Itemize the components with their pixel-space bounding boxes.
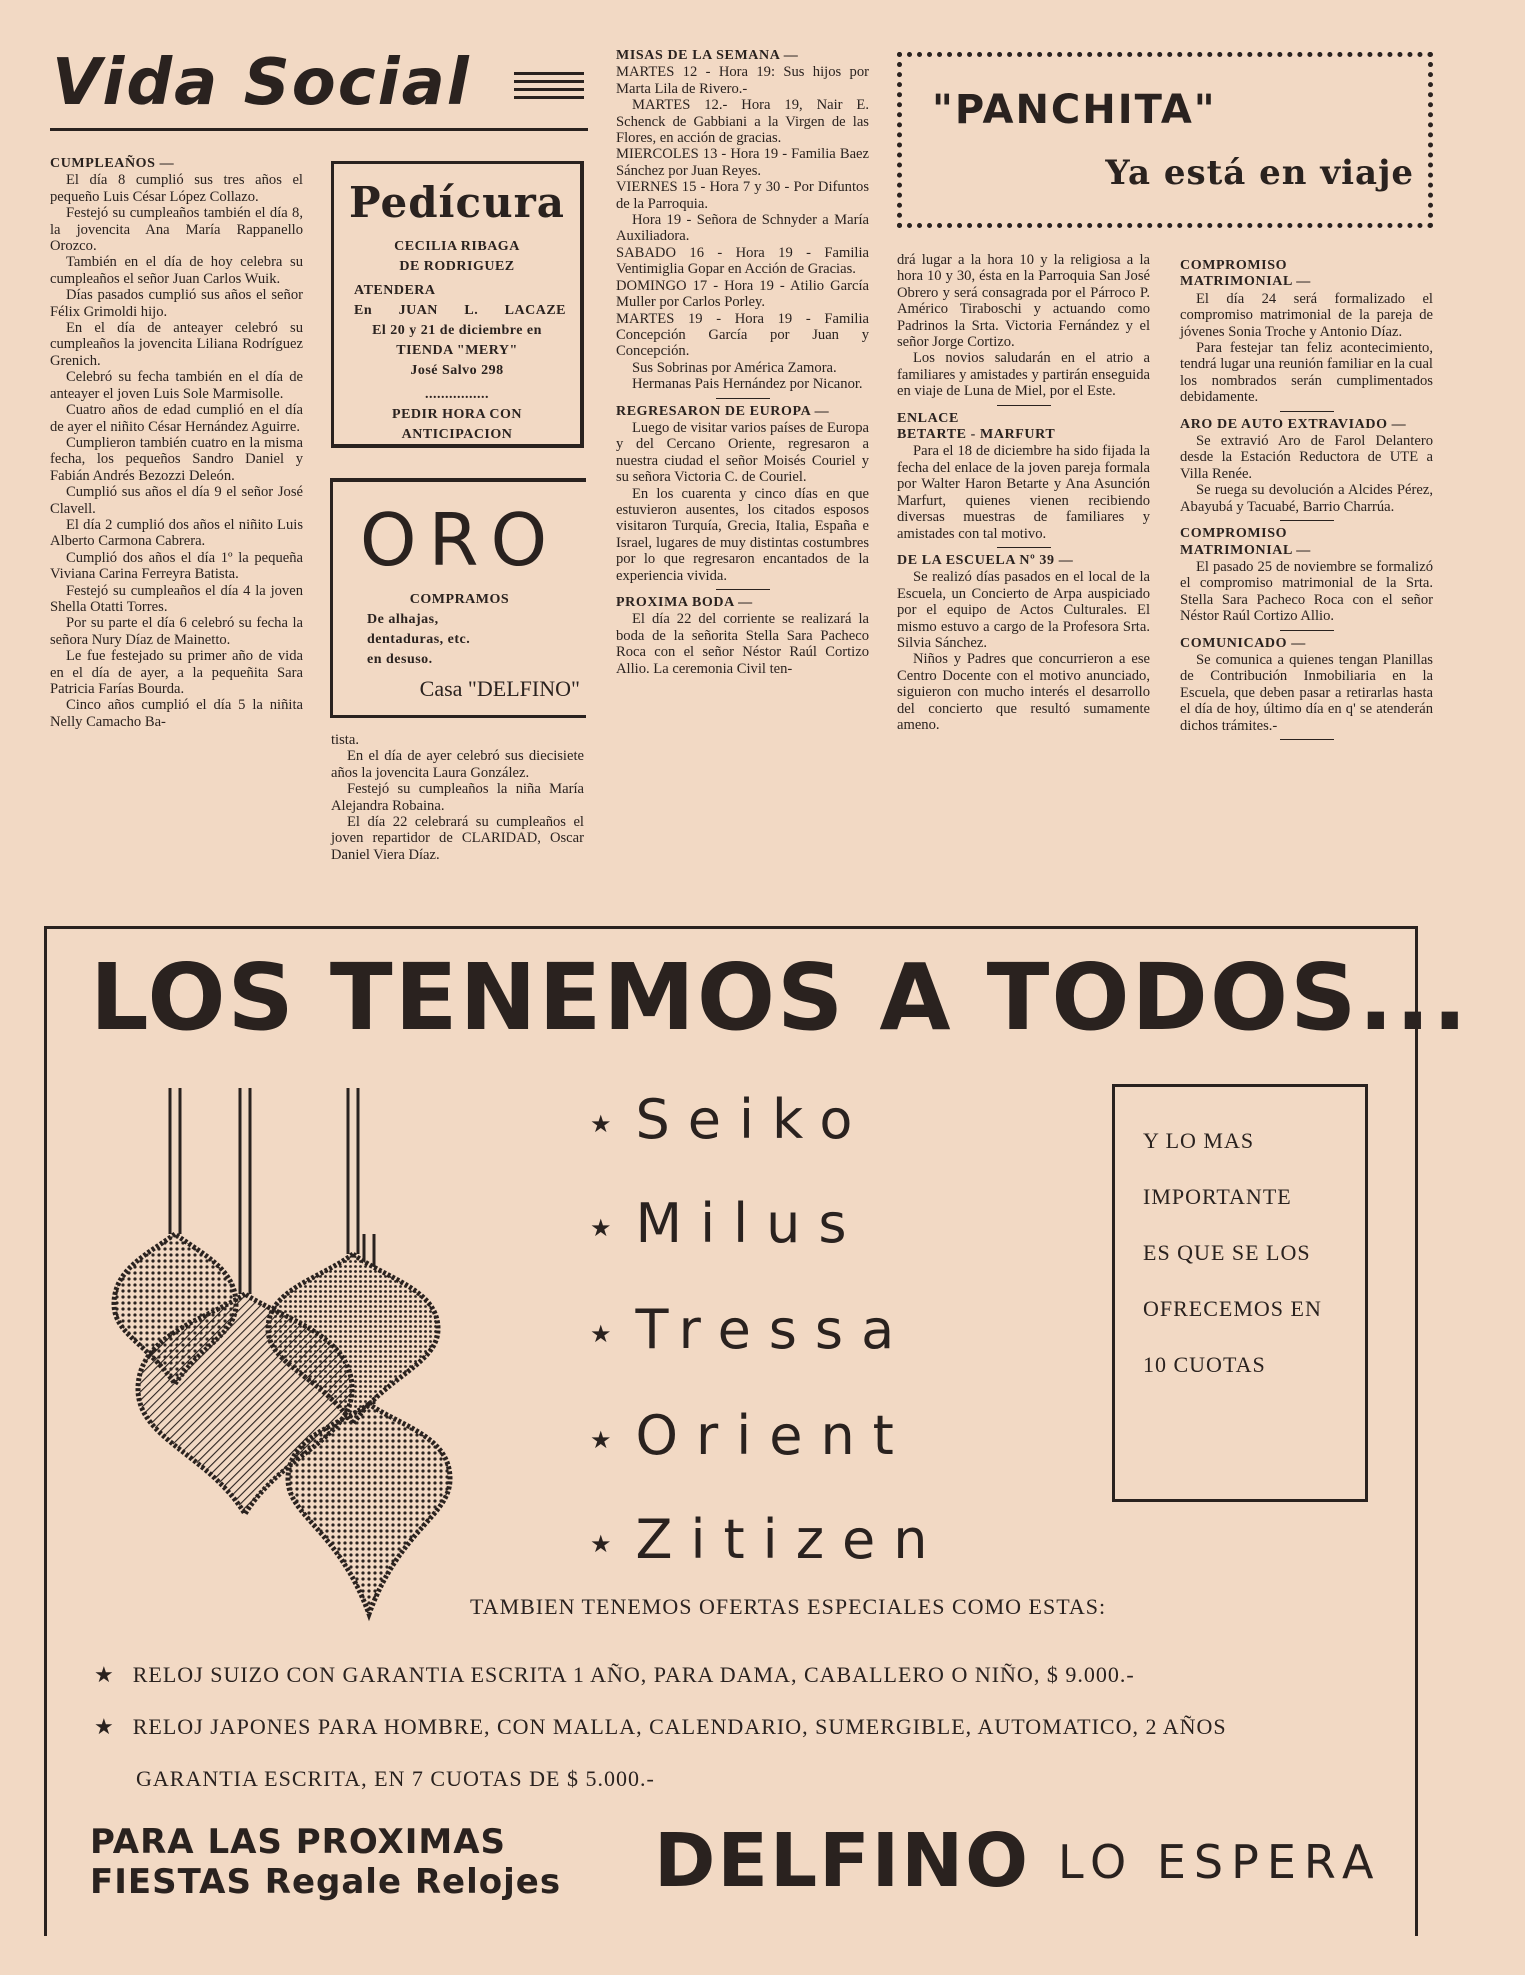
ad-footer-right: LO ESPERA <box>1058 1835 1382 1889</box>
article-paragraph: DOMINGO 17 - Hora 19 - Atilio García Muller por Carlos Porley. <box>616 277 869 311</box>
section-heading-aro: ARO DE AUTO EXTRAVIADO — <box>1180 416 1407 432</box>
masthead-decoration <box>514 72 584 104</box>
column-misas <box>616 48 869 677</box>
section-heading-regresaron: REGRESARON DE EUROPA — <box>616 403 830 419</box>
pedicura-city: En JUAN L. LACAZE <box>354 303 566 318</box>
section-divider <box>716 398 770 399</box>
installments-line: ES QUE SE LOS <box>1143 1240 1311 1265</box>
article-paragraph: Cuatro años de edad cumplió en el día de ayer el niñito César Hernández Aguirre. <box>50 402 303 435</box>
section-divider <box>716 589 770 590</box>
section-heading-comunicado: COMUNICADO — <box>1180 635 1306 651</box>
article-paragraph: Se comunica a quienes tengan Planillas de Contribución Inmobiliaria en la Escuela, que deben pasar a retirarlas hasta el día de hoy, último día en q' se atenderán dichos trámites.- <box>1180 651 1433 734</box>
article-paragraph: El día 2 cumplió dos años el niñito Luis Alberto Carmona Cabrera. <box>50 516 303 550</box>
article-paragraph: MARTES 19 - Hora 19 - Familia Concepción García por Juan y Concepción. <box>616 310 869 360</box>
pedicura-atendera: ATENDERA <box>354 283 436 298</box>
section-heading: CUMPLEAÑOS — <box>50 156 175 171</box>
article-paragraph: Festejó su cumpleaños la niña María Alejandra Robaina. <box>331 781 584 814</box>
birthday-list <box>50 172 303 730</box>
oro-line-2: dentaduras, etc. <box>367 632 471 647</box>
pedicura-dots: ................ <box>425 387 489 402</box>
installments-line: 10 CUOTAS <box>1143 1352 1266 1377</box>
section-heading-compromiso-2: COMPROMISO <box>1180 526 1288 542</box>
ad-headline: LOS TENEMOS A TODOS... <box>90 944 1470 1051</box>
column-birthdays <box>50 156 303 730</box>
article-paragraph: tista. <box>331 732 359 748</box>
article-paragraph: El pasado 25 de noviembre se formalizó el compromiso matrimonial de la Srta. Stella Sara Pacheco Roca con el señor Néstor Raúl Cortizo Allio. <box>1180 558 1433 625</box>
panchita-subtitle: Ya está en viaje <box>1105 153 1414 193</box>
oro-ad <box>330 478 586 718</box>
article-paragraph: Cumplieron también cuatro en la misma fecha, los pequeños Sandro Daniel y Fabián Andrés Bezozzi Deleón. <box>50 434 303 484</box>
star-icon: ★ <box>590 1530 612 1558</box>
article-paragraph: Se ruega su devolución a Alcides Pérez, Abayubá y Tacuabé, Barrio Charrúa. <box>1180 482 1433 515</box>
offers-title: TAMBIEN TENEMOS OFERTAS ESPECIALES COMO ESTAS: <box>470 1594 1107 1619</box>
section-divider <box>1280 630 1334 631</box>
article-paragraph: Le fue festejado su primer año de vida en el día de ayer, a la pequeñita Sara Patricia Farías Bourda. <box>50 648 303 697</box>
brand-item <box>590 1088 870 1151</box>
section-heading-enlace: ENLACE <box>897 410 959 426</box>
brand-item <box>590 1508 945 1571</box>
section-heading-enlace-names: BETARTE - MARFURT <box>897 427 1056 443</box>
pedicura-cta-2: ANTICIPACION <box>401 427 513 442</box>
article-paragraph: En los cuarenta y cinco días en que estuvieron ausentes, los citados esposos visitaron Turquía, Grecia, Italia, España e Israel, lugares de muy distintas costumbres por lo que regresaron encantados de la experiencia vivida. <box>616 485 869 584</box>
column-compromisos <box>1180 258 1433 745</box>
offer-text-cont: GARANTIA ESCRITA, EN 7 CUOTAS DE $ 5.000.- <box>136 1766 655 1791</box>
pedicura-address: José Salvo 298 <box>410 363 504 378</box>
ad-footer-left <box>90 1822 561 1902</box>
section-divider <box>997 405 1051 406</box>
ornaments-illustration <box>108 1084 458 1624</box>
brand-name: Tressa <box>635 1298 913 1361</box>
article-paragraph: El día 24 será formalizado el compromiso matrimonial de la pareja de jóvenes Sonia Troche y Antonio Díaz. <box>1180 290 1433 340</box>
article-paragraph: Celebró su fecha también en el día de anteayer el joven Luis Sole Marmisolle. <box>50 369 303 402</box>
article-paragraph: Para el 18 de diciembre ha sido fijada la fecha del enlace de la joven pareja formala por Walter Haron Betarte y Ana Asunción Marfurt, quienes vienen recibiendo diversas muestras de familiares y amistades con tal motivo. <box>897 443 1150 542</box>
article-paragraph: Niños y Padres que concurrieron a ese Centro Docente con el motivo anunciado, siguieron con mucho interés el desarrollo del concierto que resultó sumamente ameno. <box>897 651 1150 733</box>
article-paragraph: En el día de anteayer celebró su cumpleaños la jovencita Liliana Rodríguez Grenich. <box>50 320 303 369</box>
brand-item <box>590 1404 912 1467</box>
article-paragraph: SABADO 16 - Hora 19 - Familia Ventimiglia Gopar en Acción de Gracias. <box>616 244 869 278</box>
article-paragraph: También en el día de hoy celebra su cumpleaños el señor Juan Carlos Wuik. <box>50 254 303 287</box>
pedicura-name-1: CECILIA RIBAGA <box>394 239 520 254</box>
pedicura-cta-1: PEDIR HORA CON <box>392 407 522 422</box>
article-paragraph: Hora 19 - Señora de Schnyder a María Auxiliadora. <box>616 212 869 245</box>
footer-line: FIESTAS Regale Relojes <box>90 1862 562 1902</box>
pedicura-ad <box>331 161 584 448</box>
article-paragraph: Hermanas Pais Hernández por Nicanor. <box>632 376 863 393</box>
article-paragraph: Cinco años cumplió el día 5 la niñita Nelly Camacho Ba- <box>50 697 303 730</box>
star-icon: ★ <box>590 1320 612 1348</box>
star-icon: ★ <box>590 1214 612 1242</box>
installments-line: IMPORTANTE <box>1143 1184 1292 1209</box>
panchita-title: "PANCHITA" <box>932 87 1217 133</box>
pedicura-store: TIENDA "MERY" <box>396 343 518 358</box>
masthead-title: Vida Social <box>52 46 471 120</box>
oro-line-3: en desuso. <box>367 652 433 667</box>
article-paragraph: Luego de visitar varios países de Europa y del Cercano Oriente, regresaron a nuestra ciudad el señor Moisés Couriel y su señora Victoria C. de Couriel. <box>616 419 869 486</box>
column-birthdays-cont <box>331 732 584 863</box>
delfino-logo: DELFINO <box>654 1818 1031 1904</box>
installments-text <box>1115 1087 1365 1393</box>
pedicura-name-2: DE RODRIGUEZ <box>399 259 515 274</box>
article-paragraph: MARTES 12 - Hora 19: Sus hijos por Marta Lila de Rivero.- <box>616 64 869 97</box>
offer-item <box>94 1714 1227 1740</box>
article-paragraph: El día 22 del corriente se realizará la boda de la señorita Stella Sara Pacheco Roca con el señor Néstor Raúl Cortizo Allio. La ceremonia Civil ten- <box>616 611 869 677</box>
brand-name: Zitizen <box>635 1508 946 1571</box>
article-paragraph: Se realizó días pasados en el local de la Escuela, un Concierto de Arpa auspiciado por el equipo de Actos Culturales. El mismo estuvo a cargo de la Profesora Srta. Silvia Sánchez. <box>897 569 1150 651</box>
star-icon: ★ <box>94 1714 115 1739</box>
article-paragraph: VIERNES 15 - Hora 7 y 30 - Por Difuntos de la Parroquia. <box>616 179 869 212</box>
article-paragraph: Festejó su cumpleaños también el día 8, la jovencita Ana María Rappanello Orozco. <box>50 205 303 255</box>
installments-line: Y LO MAS <box>1143 1128 1255 1153</box>
brand-name: Milus <box>635 1192 865 1255</box>
footer-line: PARA LAS PROXIMAS <box>90 1822 507 1862</box>
brand-name: Seiko <box>635 1088 871 1151</box>
article-paragraph: drá lugar a la hora 10 y la religiosa a la hora 10 y 30, ésta en la Parroquia San José Obrero y será consagrada por el Párroco P. Américo Tiraboschi y actuando como Padrinos la Srta. Victoria Fernández y el señor Jorge Cortizo. <box>897 252 1150 351</box>
section-heading-boda: PROXIMA BODA — <box>616 595 753 610</box>
offer-text: RELOJ JAPONES PARA HOMBRE, CON MALLA, CALENDARIO, SUMERGIBLE, AUTOMATICO, 2 AÑOS <box>132 1714 1227 1739</box>
article-paragraph: Cumplió dos años el día 1º la pequeña Viviana Carina Ferreyra Batista. <box>50 549 303 583</box>
article-paragraph: Se extravió Aro de Farol Delantero desde la Estación Reductora de UTE a Villa Renée. <box>1180 433 1433 482</box>
section-heading-compromiso: COMPROMISO <box>1180 258 1288 273</box>
section-divider <box>997 547 1051 548</box>
star-icon: ★ <box>94 1662 115 1687</box>
article-paragraph: Festejó su cumpleaños el día 4 la joven Shella Otatti Torres. <box>50 582 303 615</box>
section-heading-matrimonial: MATRIMONIAL — <box>1180 274 1311 290</box>
star-icon: ★ <box>590 1110 612 1138</box>
article-paragraph: Cumplió sus años el día 9 el señor José Clavell. <box>50 484 303 517</box>
article-paragraph: MARTES 12.- Hora 19, Nair E. Schenck de Gabbiani a la Virgen de las Flores, en acción de gracias. <box>616 97 869 147</box>
article-paragraph: Sus Sobrinas por América Zamora. <box>632 359 837 376</box>
oro-line-1: De alhajas, <box>367 612 439 627</box>
section-divider <box>1280 411 1334 412</box>
section-heading-escuela: DE LA ESCUELA Nº 39 — <box>897 552 1074 568</box>
oro-title: ORO <box>359 498 560 582</box>
article-paragraph: Por su parte el día 6 celebró su fecha la señora Nury Díaz de Mainetto. <box>50 615 303 648</box>
pedicura-title: Pedícura <box>349 178 565 227</box>
column-enlace <box>897 252 1150 733</box>
masthead <box>52 40 588 132</box>
brand-item <box>590 1298 912 1361</box>
offer-text: RELOJ SUIZO CON GARANTIA ESCRITA 1 AÑO, PARA DAMA, CABALLERO O NIÑO, $ 9.000.- <box>132 1662 1135 1687</box>
article-paragraph: MIERCOLES 13 - Hora 19 - Familia Baez Sánchez por Juan Reyes. <box>616 146 869 179</box>
panchita-ad <box>897 52 1433 228</box>
article-paragraph: El día 22 celebrará su cumpleaños el joven repartidor de CLARIDAD, Oscar Daniel Viera Díaz. <box>331 814 584 863</box>
section-heading-matrimonial-2: MATRIMONIAL — <box>1180 542 1311 558</box>
offer-item <box>94 1662 1135 1688</box>
installments-box <box>1112 1084 1368 1502</box>
article-paragraph: Días pasados cumplió sus años el señor Félix Grimoldi hijo. <box>50 287 303 320</box>
pedicura-dates: El 20 y 21 de diciembre en <box>372 323 542 338</box>
article-paragraph: En el día de ayer celebró sus diecisiete años la jovencita Laura González. <box>331 748 584 781</box>
brand-item <box>590 1192 864 1255</box>
oro-casa: Casa "DELFINO" <box>419 676 580 701</box>
installments-line: OFRECEMOS EN <box>1143 1296 1322 1321</box>
section-divider <box>1280 739 1334 740</box>
article-paragraph: Los novios saludarán en el atrio a familiares y amistades y partirán enseguida en viaje de Luna de Miel, por el Este. <box>897 350 1150 400</box>
section-heading-misas: MISAS DE LA SEMANA — <box>616 48 799 63</box>
article-paragraph: El día 8 cumplió sus tres años el pequeño Luis César López Collazo. <box>50 172 303 205</box>
masthead-rule <box>50 128 588 131</box>
star-icon: ★ <box>590 1426 612 1454</box>
section-divider <box>1280 520 1334 521</box>
oro-compramos: COMPRAMOS <box>409 592 510 607</box>
brand-name: Orient <box>635 1404 912 1467</box>
article-paragraph: Para festejar tan feliz acontecimiento, tendrá lugar una reunión familiar en la cual los nombrados serán cumplimentados debidamente. <box>1180 340 1433 406</box>
